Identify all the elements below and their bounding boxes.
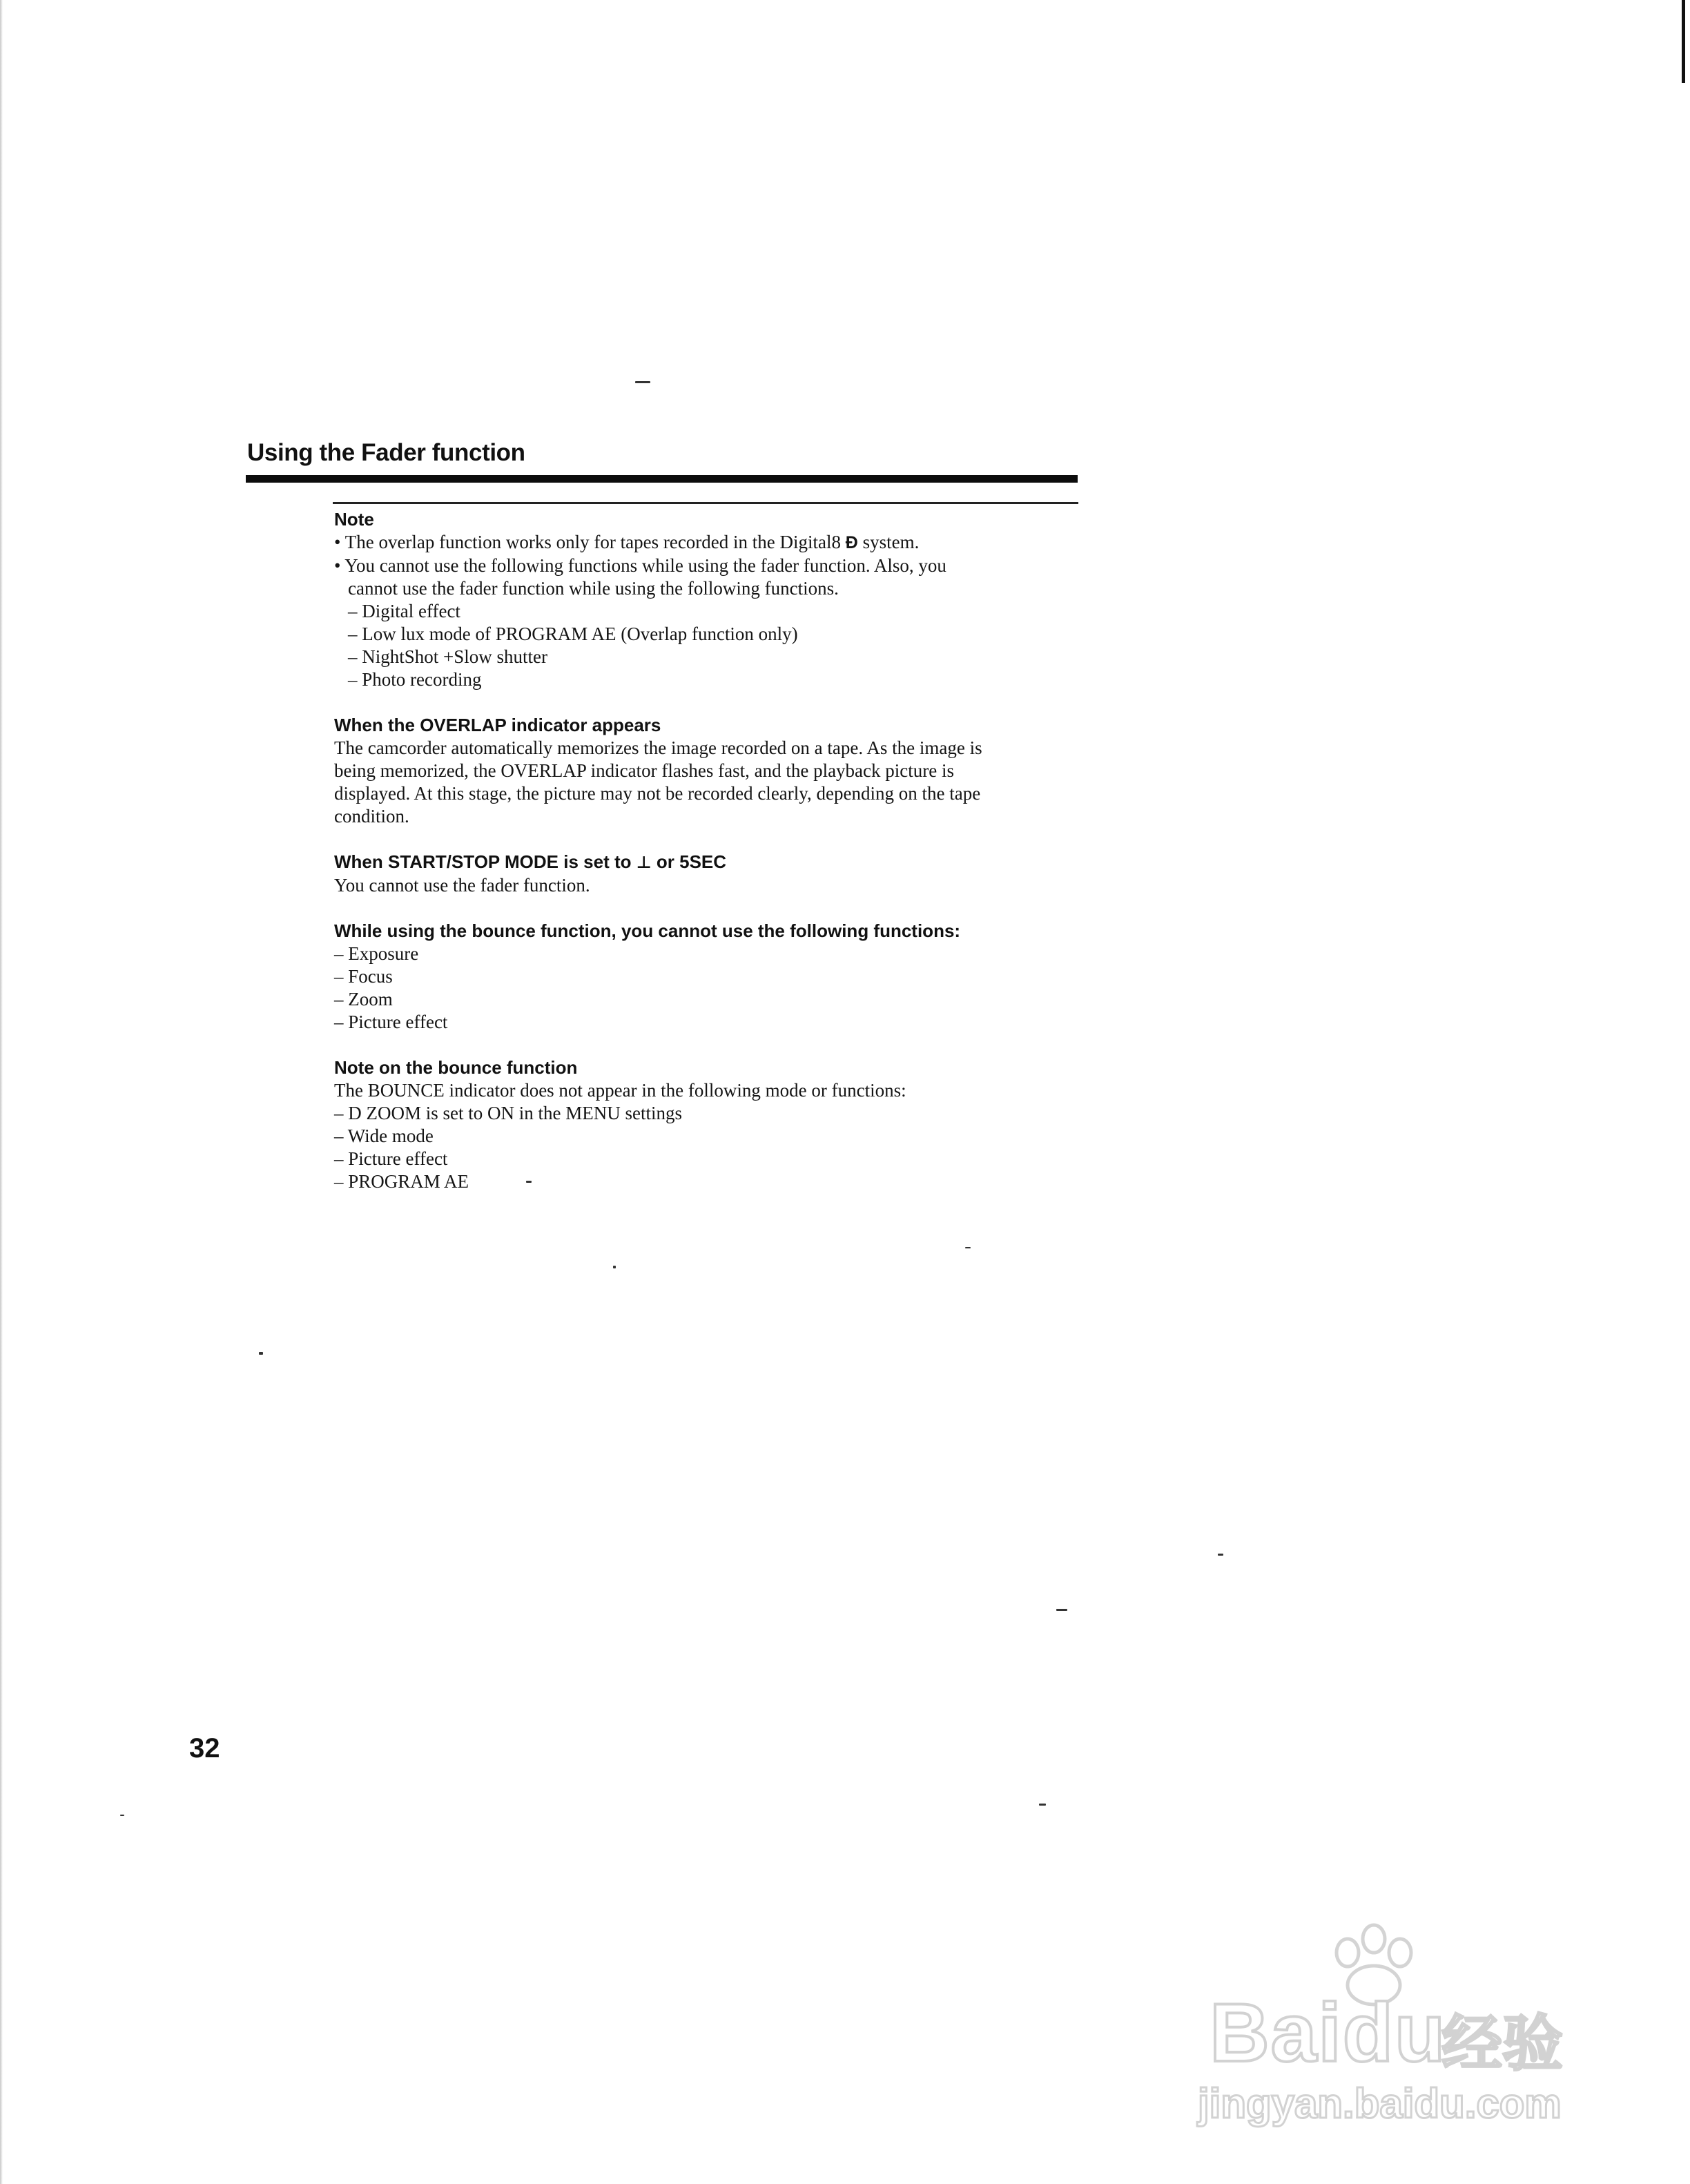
scan-speck	[1218, 1554, 1223, 1556]
note-section	[334, 508, 1080, 691]
startstop-section	[334, 851, 1080, 897]
note-bullet-2	[334, 554, 1080, 577]
overlap-heading: When the OVERLAP indicator appears	[334, 715, 661, 735]
bounce-note-item: – Picture effect	[334, 1148, 448, 1169]
bullet-2-text: You cannot use the following functions while using the fader function. Also, you	[344, 555, 946, 576]
bounce-functions-heading: While using the bounce function, you cannot use the following functions:	[334, 920, 961, 941]
scan-speck	[259, 1352, 263, 1355]
spacer	[334, 1034, 1080, 1056]
startstop-heading-post: or 5SEC	[656, 851, 727, 872]
bounce-function-item: – Focus	[334, 966, 393, 987]
digital8-logo-icon: Ð	[845, 533, 858, 552]
overlap-section	[334, 714, 1080, 828]
watermark-url: jingyan.baidu.com	[1198, 2080, 1562, 2127]
overlap-line: The camcorder automatically memorizes the image recorded on a tape. As the image is	[334, 737, 982, 758]
title-rule-thin	[333, 502, 1078, 504]
bounce-function-item: – Zoom	[334, 989, 393, 1009]
scan-speck	[635, 381, 650, 383]
bounce-functions-section	[334, 920, 1080, 1034]
overlap-line: being memorized, the OVERLAP indicator flashes fast, and the playback picture is	[334, 760, 954, 781]
note-heading: Note	[334, 509, 374, 530]
bounce-note-text: The BOUNCE indicator does not appear in the following mode or functions:	[334, 1080, 906, 1101]
bounce-note-heading: Note on the bounce function	[334, 1057, 578, 1078]
note-list-item: – Digital effect	[348, 601, 460, 621]
note-list-item: – NightShot +Slow shutter	[348, 646, 547, 667]
overlap-line: condition.	[334, 806, 409, 827]
watermark-brand	[1210, 1985, 1446, 2080]
watermark-cn: 经验	[1441, 2008, 1564, 2079]
bullet-dot: •	[334, 532, 341, 552]
title-rule-thick	[246, 475, 1078, 483]
spacer	[334, 828, 1080, 851]
bounce-note-item: – PROGRAM AE	[334, 1171, 469, 1192]
bounce-function-item: – Exposure	[334, 943, 419, 964]
scan-left-edge	[0, 0, 3, 2184]
bounce-function-item: – Picture effect	[334, 1012, 448, 1032]
scan-speck	[1039, 1804, 1046, 1806]
startstop-heading	[334, 851, 1080, 874]
scan-speck	[965, 1247, 971, 1248]
bounce-note-item: – D ZOOM is set to ON in the MENU settings	[334, 1103, 682, 1123]
watermark-brand-du: du	[1342, 1987, 1447, 2079]
bounce-note-item: – Wide mode	[334, 1125, 434, 1146]
scan-right-edge-mark	[1682, 0, 1685, 83]
bullet-dot: •	[334, 555, 341, 576]
note-bullet-1	[334, 531, 1080, 554]
bounce-note-section	[334, 1056, 1080, 1193]
note-list-item: – Low lux mode of PROGRAM AE (Overlap function only)	[348, 624, 798, 644]
start-stop-mode-icon: ⊥	[636, 853, 652, 872]
main-content	[334, 508, 1080, 1193]
scan-speck	[1056, 1609, 1067, 1611]
scan-speck	[120, 1815, 124, 1816]
startstop-text: You cannot use the fader function.	[334, 875, 590, 896]
spacer	[334, 691, 1080, 714]
bullet-1-end: system.	[862, 532, 920, 552]
spacer	[334, 897, 1080, 920]
startstop-heading-pre: When START/STOP MODE is set to	[334, 851, 632, 872]
bullet-1-text: The overlap function works only for tapes recorded in the Digital8	[344, 532, 842, 552]
page-number: 32	[189, 1733, 220, 1763]
note-bullet-2-cont: cannot use the fader function while using the following functions.	[348, 578, 839, 599]
overlap-line: displayed. At this stage, the picture may not be recorded clearly, depending on the tape	[334, 783, 981, 804]
scan-speck	[613, 1266, 616, 1268]
note-list-item: – Photo recording	[348, 669, 482, 690]
baidu-jingyan-watermark	[1174, 1920, 1588, 2147]
section-title: Using the Fader function	[247, 439, 525, 466]
watermark-brand-bai: Bai	[1210, 1987, 1343, 2079]
